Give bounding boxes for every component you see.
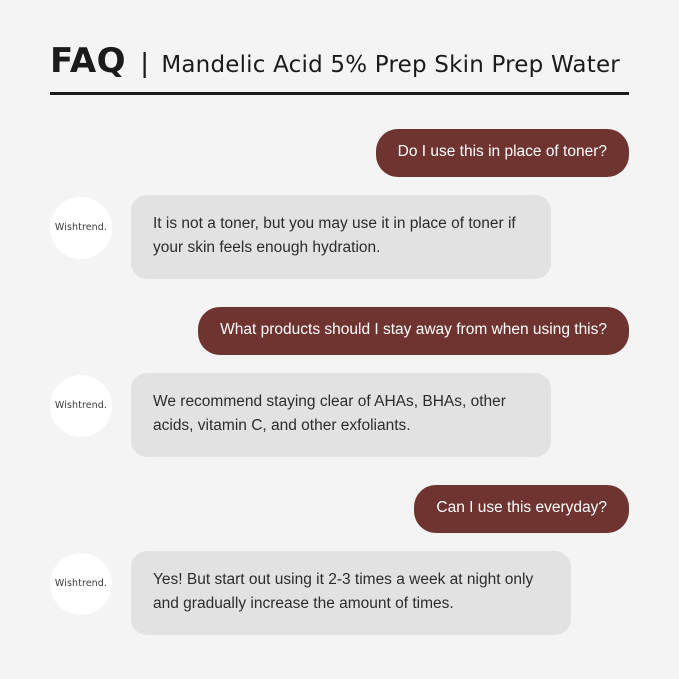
answer-bubble: It is not a toner, but you may use it in place of toner if your skin feels enough hydration. xyxy=(131,195,551,279)
faq-question-row xyxy=(50,485,629,533)
avatar-label: Wishtrend. xyxy=(54,400,108,412)
answer-bubble: Yes! But start out using it 2-3 times a week at night only and gradually increase the amount of times. xyxy=(131,551,571,635)
header-divider: | xyxy=(141,47,149,78)
faq-conversation xyxy=(50,129,629,635)
question-bubble: Can I use this everyday? xyxy=(414,485,629,533)
faq-answer-row xyxy=(50,195,629,279)
avatar xyxy=(50,197,112,259)
faq-question-row xyxy=(50,129,629,177)
answer-bubble: We recommend staying clear of AHAs, BHAs, other acids, vitamin C, and other exfoliants. xyxy=(131,373,551,457)
header-rule xyxy=(50,92,629,95)
avatar-label: Wishtrend. xyxy=(54,578,108,590)
product-title: Mandelic Acid 5% Prep Skin Prep Water xyxy=(161,52,620,78)
avatar-label: Wishtrend. xyxy=(54,222,108,234)
avatar xyxy=(50,553,112,615)
faq-answer-row xyxy=(50,551,629,635)
avatar xyxy=(50,375,112,437)
question-bubble: Do I use this in place of toner? xyxy=(376,129,629,177)
page-header xyxy=(50,41,629,81)
page-title: FAQ xyxy=(50,41,127,81)
faq-answer-row xyxy=(50,373,629,457)
question-bubble: What products should I stay away from when using this? xyxy=(198,307,629,355)
faq-question-row xyxy=(50,307,629,355)
